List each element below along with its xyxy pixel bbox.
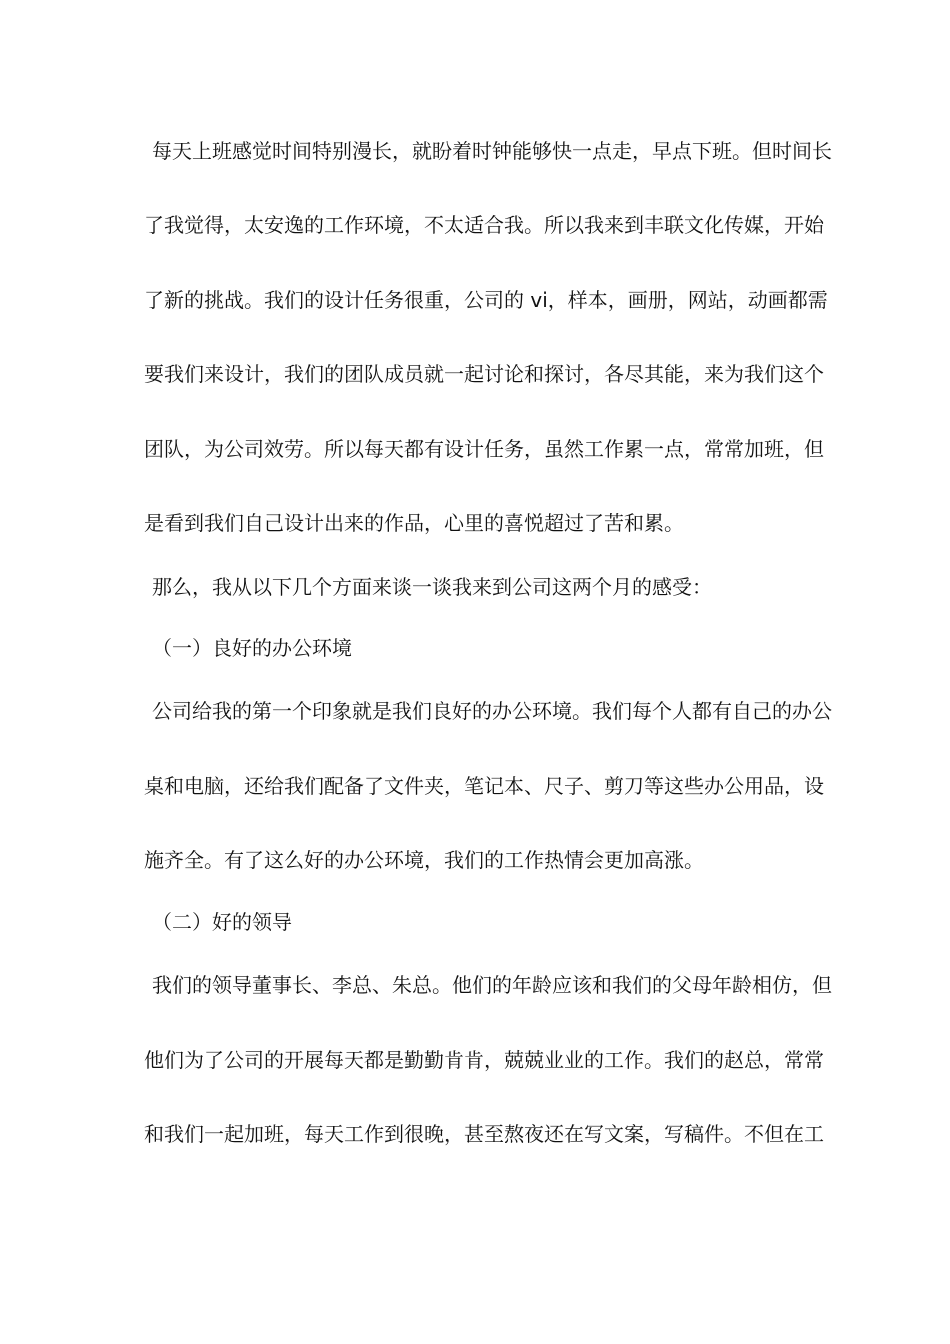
paragraph-1-line-5: 团队，为公司效劳。所以每天都有设计任务，虽然工作累一点，常常加班，但	[144, 437, 824, 461]
paragraph-1-line-1: 每天上班感觉时间特别漫长，就盼着时钟能够快一点走，早点下班。但时间长	[152, 139, 832, 163]
paragraph-1-line-2: 了我觉得，太安逸的工作环境，不太适合我。所以我来到丰联文化传媒，开始	[144, 213, 824, 237]
paragraph-1-line-4: 要我们来设计，我们的团队成员就一起讨论和探讨，各尽其能，来为我们这个	[144, 362, 824, 386]
intro-line: 那么，我从以下几个方面来谈一谈我来到公司这两个月的感受：	[152, 575, 712, 599]
paragraph-1-line-6: 是看到我们自己设计出来的作品，心里的喜悦超过了苦和累。	[144, 511, 684, 535]
section-2-heading: （二）好的领导	[152, 910, 292, 934]
section-1-line-1: 公司给我的第一个印象就是我们良好的办公环境。我们每个人都有自己的办公	[152, 699, 832, 723]
section-2-line-2: 他们为了公司的开展每天都是勤勤肯肯，兢兢业业的工作。我们的赵总，常常	[144, 1048, 824, 1072]
paragraph-1-line-3: 了新的挑战。我们的设计任务很重，公司的 vi，样本，画册，网站，动画都需	[144, 288, 828, 312]
section-1-line-2: 桌和电脑，还给我们配备了文件夹，笔记本、尺子、剪刀等这些办公用品，设	[144, 774, 824, 798]
section-1-line-3: 施齐全。有了这么好的办公环境，我们的工作热情会更加高涨。	[144, 848, 704, 872]
section-1-heading: （一）良好的办公环境	[152, 636, 352, 660]
section-2-line-3: 和我们一起加班，每天工作到很晚，甚至熬夜还在写文案，写稿件。不但在工	[144, 1122, 824, 1146]
section-2-line-1: 我们的领导董事长、李总、朱总。他们的年龄应该和我们的父母年龄相仿，但	[152, 973, 832, 997]
